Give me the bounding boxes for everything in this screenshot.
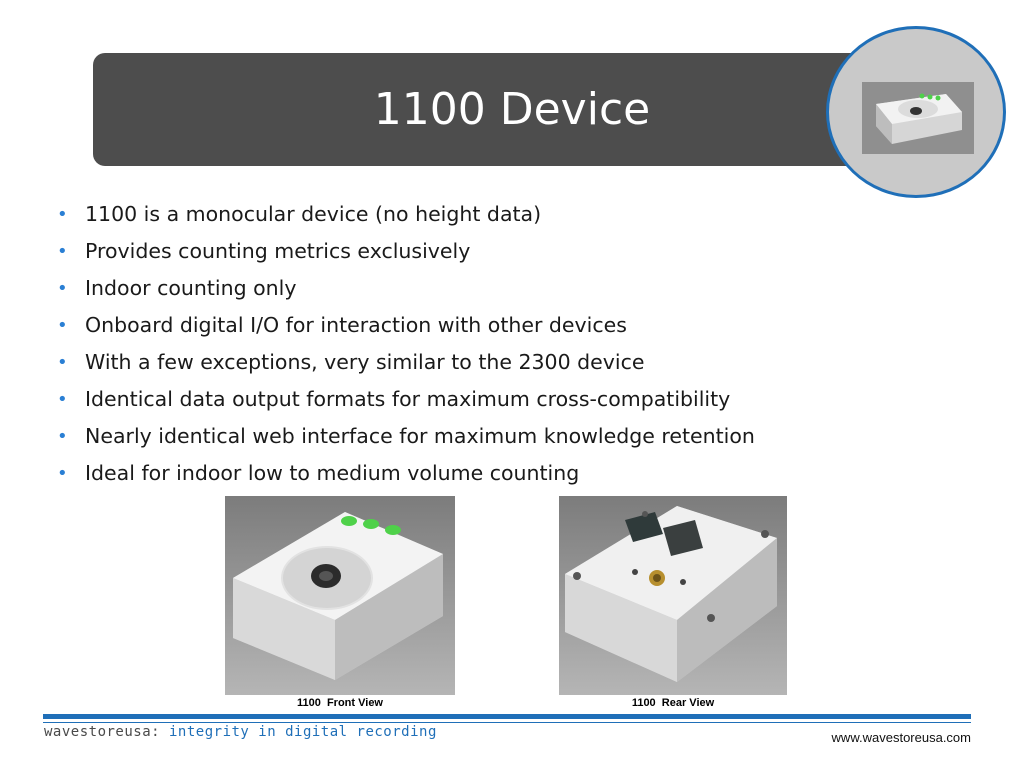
device-thumbnail-image: [862, 82, 974, 154]
rear-view-caption: 1100 Rear View: [631, 697, 715, 709]
bullet-icon: •: [57, 389, 68, 410]
brand-name: wavestoreusa:: [44, 724, 161, 740]
list-item: • 1100 is a monocular device (no height data): [55, 196, 755, 233]
slide-title: 1100 Device: [373, 84, 651, 135]
bullet-icon: •: [57, 352, 68, 373]
list-item: • With a few exceptions, very similar to the 2300 device: [55, 344, 755, 381]
list-item: • Onboard digital I/O for interaction with other devices: [55, 307, 755, 344]
bullet-icon: •: [57, 463, 68, 484]
bullet-icon: •: [57, 426, 68, 447]
bullet-icon: •: [57, 241, 68, 262]
footer-divider: [43, 714, 971, 719]
bullet-icon: •: [57, 315, 68, 336]
bullet-icon: •: [57, 204, 68, 225]
feature-list: [55, 196, 755, 492]
title-bar: [93, 53, 893, 166]
list-item: • Ideal for indoor low to medium volume counting: [55, 455, 755, 492]
front-view-caption: 1100 Front View: [296, 697, 383, 709]
list-item: • Provides counting metrics exclusively: [55, 233, 755, 270]
brand-logo: [44, 724, 437, 740]
brand-tagline: integrity in digital recording: [160, 724, 437, 740]
device-badge: [826, 26, 1006, 198]
front-view-image: [225, 496, 455, 695]
list-item: • Indoor counting only: [55, 270, 755, 307]
list-item: • Identical data output formats for maximum cross-compatibility: [55, 381, 755, 418]
footer-divider-thin: [43, 722, 971, 723]
bullet-icon: •: [57, 278, 68, 299]
rear-view-image: [559, 496, 787, 695]
list-item: • Nearly identical web interface for maximum knowledge retention: [55, 418, 755, 455]
footer-url: www.wavestoreusa.com: [831, 730, 971, 745]
